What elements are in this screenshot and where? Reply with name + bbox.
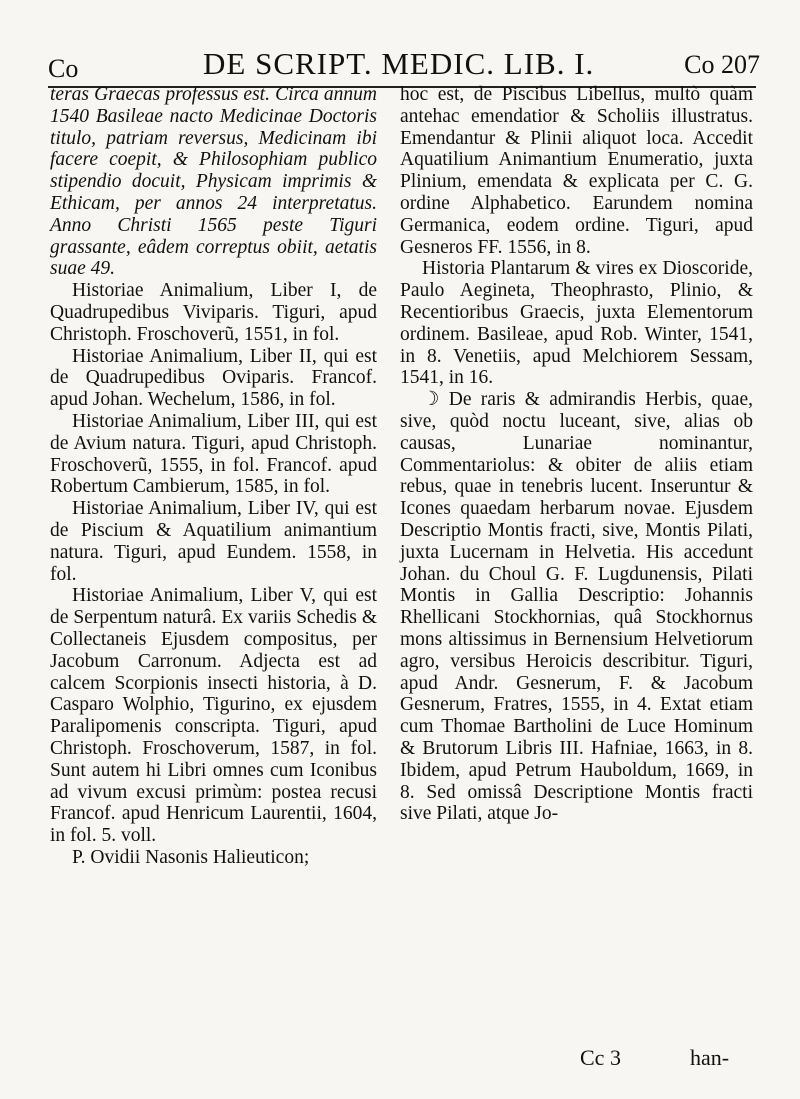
bibliography-continuation: hoc est, de Piscibus Libellus, multò quàm antehac emendatior & Scholiis illustratus. Emendantur & Plinii aliquot loca. Accedit Aquatilium Animantium Enumeratio, juxta Plinium, emendata & explicata per C. G. ordine Alphabetico. Earundem nomina Germanica, eodem ordine. Tiguri, apud Gesneros FF. 1556, in 8. [400, 84, 753, 258]
right-column [400, 84, 753, 825]
catchword: han- [690, 1045, 730, 1070]
running-header [48, 40, 760, 84]
author-biography: teras Graecas professus est. Circa annum 1540 Basileae nacto Medicinae Doctoris titulo, patriam reversus, Medicinam ibi facere coepit, & Philosophiam publico stipendio docuit, Physicam imprimis & Ethicam, per annos 24 interpretatus. Anno Christi 1565 peste Tiguri grassante, eâdem correptus obiit, aetatis suae 49. [50, 84, 377, 280]
bibliography-entry: Historia Plantarum & vires ex Dioscoride, Paulo Aegineta, Theophrasto, Plinio, & Recentioribus Graecis, juxta Elementorum ordinem. Basileae, apud Rob. Winter, 1541, in 8. Venetiis, apud Melchiorem Sessam, 1541, in 16. [400, 258, 753, 389]
bibliography-entry: ☽ De raris & admirandis Herbis, quae, sive, quòd noctu luceant, sive, alias ob causas, Lunariae nominantur, Commentariolus: & obiter de aliis etiam rebus, quae in tenebris lucent. Inseruntur & Icones quaedam herbarum novae. Ejusdem Descriptio Montis fracti, sive, Montis Pilati, juxta Lucernam in Helvetia. His accedunt Johan. du Choul G. F. Lugdunensis, Pilati Montis in Gallia Descriptio: Johannis Rhellicani Stockhornias, quâ Stockhornus mons altissimus in Bernensium Helvetiorum agro, versibus Heroicis describitur. Tiguri, apud Andr. Gesnerum, F. & Jacobum Gesnerum, Fratres, 1555, in 4. Extat etiam cum Thomae Bartholini de Luce Hominum & Brutorum Libris III. Hafniae, 1663, in 8. Ibidem, apud Petrum Hauboldum, 1669, in 8. Sed omissâ Descriptione Montis fracti sive Pilati, atque Jo- [400, 389, 753, 825]
page-footer [0, 1045, 800, 1071]
bibliography-entry: Historiae Animalium, Liber IV, qui est de Piscium & Aquatilium animantium natura. Tiguri, apud Eundem. 1558, in fol. [50, 498, 377, 585]
page-number: Co 207 [684, 50, 760, 79]
bibliography-entry: Historiae Animalium, Liber III, qui est de Avium natura. Tiguri, apud Christoph. Froschoverũ, 1555, in fol. Francof. apud Robertum Cambierum, 1585, in fol. [50, 410, 377, 498]
left-column [50, 84, 377, 869]
bibliography-entry: Historiae Animalium, Liber I, de Quadrupedibus Viviparis. Tiguri, apud Christoph. Froschoverũ, 1551, in fol. [50, 280, 377, 345]
running-title: DE SCRIPT. MEDIC. LIB. I. [203, 46, 595, 81]
signature-mark: Cc 3 [580, 1045, 621, 1070]
bibliography-entry: P. Ovidii Nasonis Halieuticon; [72, 846, 310, 868]
header-catchword-left: Co [48, 54, 79, 83]
bibliography-entry: Historiae Animalium, Liber II, qui est de Quadrupedibus Oviparis. Francof. apud Johan. Wechelum, 1586, in fol. [50, 345, 377, 411]
bibliography-entry: Historiae Animalium, Liber V, qui est de Serpentum naturâ. Ex variis Schedis & Collectaneis Ejusdem compositus, per Jacobum Carronum. Adjecta est ad calcem Scorpionis insecti historia, à D. Casparo Wolphio, Tigurino, ex ejusdem Paralipomenis conscripta. Tiguri, apud Christoph. Froschoverum, 1587, in fol. Sunt autem hi Libri omnes cum Iconibus ad vivum excusi primùm: postea recusi Francof. apud Henricum Laurentii, 1604, in fol. 5. voll. [50, 585, 377, 847]
